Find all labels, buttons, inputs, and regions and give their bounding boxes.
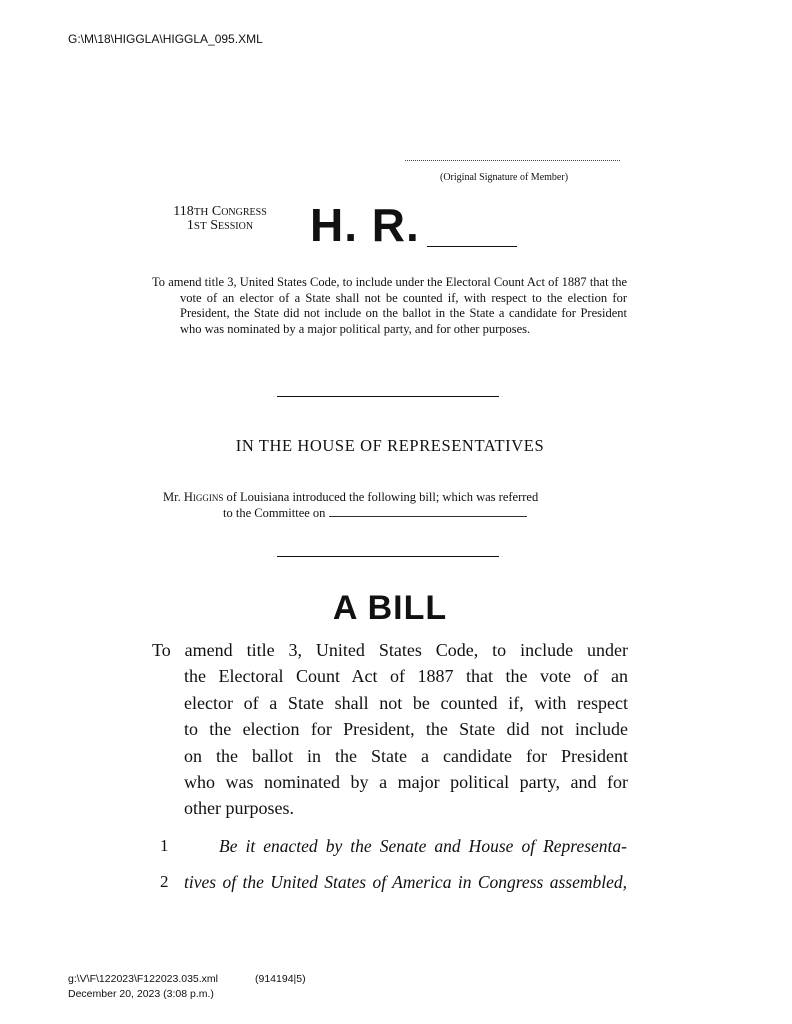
introduction-line-1 <box>163 489 618 505</box>
introduction-line-2 <box>163 505 618 521</box>
divider-top <box>277 396 499 397</box>
long-title <box>152 637 628 822</box>
bill-number-blank <box>427 246 517 247</box>
footer-code: (914194|5) <box>255 973 306 985</box>
short-description-lead: To <box>152 275 166 289</box>
enacting-clause-line-2: tives of the United States of America in Congress assembled, <box>184 872 627 892</box>
committee-label: to the Committee on <box>223 506 326 520</box>
congress-session-block <box>150 205 290 233</box>
line-number: 1 <box>160 836 169 855</box>
congress-line <box>150 205 290 219</box>
long-title-line: elector of a State shall not be counted if, with respect <box>184 692 628 713</box>
enacting-clause-line-1: Be it enacted by the Senate and House of Representa- <box>219 836 627 856</box>
signature-line <box>405 150 620 161</box>
introduction-line-1-text: of Louisiana introduced the following bill; which was referred <box>226 490 539 504</box>
long-title-line: on the ballot in the State a candidate for President <box>184 745 628 766</box>
footer-date: December 20, 2023 (3:08 p.m.) <box>68 988 214 1000</box>
session-number: 1 <box>186 218 194 233</box>
congress-word: Congress <box>211 204 267 219</box>
congress-number: 118 <box>173 204 194 219</box>
short-description-text: amend title 3, United States Code, to include under the Electoral Count Act of 1887 that the vote of an elector of a State shall not be counted if, with respect to the election for President, the State did not include on the ballot in the State a candidate for President who was nominated by a major political party, and for other purposes. <box>168 275 628 336</box>
bill-number-title: H. R. <box>310 199 420 251</box>
short-description <box>152 275 627 337</box>
house-heading: IN THE HOUSE OF REPRESENTATIVES <box>235 436 545 455</box>
long-title-line: who was nominated by a major political party, and for <box>184 772 628 793</box>
congress-number-suffix: TH <box>193 206 209 218</box>
sponsor-name: Higgins <box>183 490 224 504</box>
introduction-block <box>163 489 618 521</box>
long-title-line: To amend title 3, United States Code, to include under <box>152 640 628 660</box>
bill-heading: A BILL <box>332 589 448 627</box>
long-title-line: the Electoral Count Act of 1887 that the vote of an <box>184 666 628 687</box>
introduction-mr: Mr. <box>163 490 181 504</box>
line-number: 2 <box>160 872 169 891</box>
file-path-header: G:\M\18\HIGGLA\HIGGLA_095.XML <box>68 32 263 46</box>
signature-label: (Original Signature of Member) <box>440 172 569 183</box>
divider-bottom <box>277 556 499 557</box>
long-title-line: to the election for President, the State did not include <box>184 719 628 740</box>
long-title-line: other purposes. <box>184 798 294 819</box>
footer-file-path: g:\V\F\122023\F122023.035.xml <box>68 973 219 985</box>
session-line <box>150 219 290 233</box>
committee-blank <box>329 506 527 517</box>
session-word: Session <box>210 218 254 233</box>
session-number-suffix: ST <box>193 220 207 232</box>
